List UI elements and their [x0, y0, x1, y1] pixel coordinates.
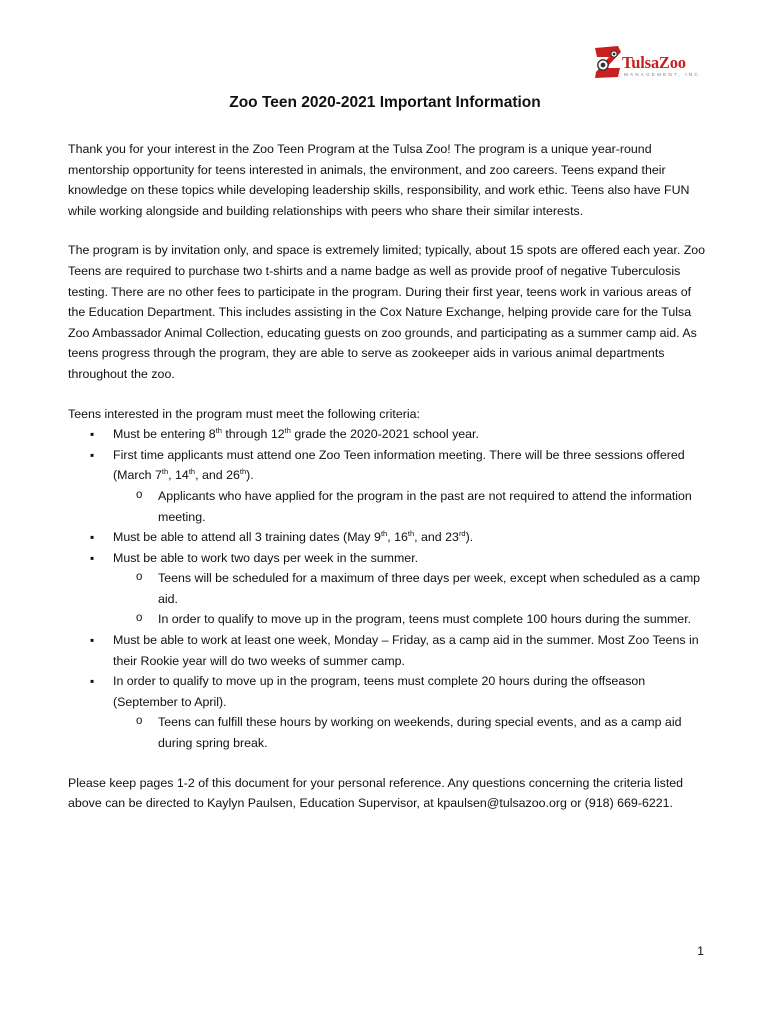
program-paragraph: The program is by invitation only, and space is extremely limited; typically, about 15 spots are offered each year. Zoo Teens are required to purchase two t-shirts and a name badge as well as provide proof of negative Tuberculosis testing. There are no other fees to participate in the program. During their first year, teens work in various areas of the Education Department. This includes assisting in the Cox Nature Exchange, helping provide care for the Tulsa Zoo Ambassador Animal Collection, educating guests on zoo grounds, and participating as a summer camp aid. As teens progress through the program, they are able to serve as zookeeper aids in various animal departments throughout the zoo. — [68, 243, 706, 381]
criteria-item-summer-days: ▪ Must be able to work two days per week in the summer. — [68, 548, 708, 569]
page-number: 1 — [697, 944, 704, 958]
criteria-intro: Teens interested in the program must meet the following criteria: — [68, 406, 420, 421]
tulsa-zoo-logo — [592, 44, 704, 84]
intro-paragraph: Thank you for your interest in the Zoo Teen Program at the Tulsa Zoo! The program is a unique year-round mentorship opportunity for teens interested in animals, the environment, and zoo careers. Teens expand their knowledge on these topics while developing leadership skills, responsibility, and work ethic. Teens also have FUN while working alongside and building relationships with peers who share their similar interests. — [68, 142, 690, 218]
criteria-subitem-returning-applicants: o Applicants who have applied for the program in the past are not required to attend the information meeting. — [68, 486, 708, 527]
document-body — [68, 139, 708, 814]
zoo-emblem-icon — [592, 44, 624, 80]
criteria-subitem-max-days: o Teens will be scheduled for a maximum of three days per week, except when scheduled as a camp aid. — [68, 568, 708, 609]
criteria-list — [68, 424, 708, 754]
criteria-item-offseason-hours: ▪ In order to qualify to move up in the program, teens must complete 20 hours during the offseason (September to April). — [68, 671, 708, 712]
page-title: Zoo Teen 2020-2021 Important Information — [229, 94, 541, 111]
logo-subtitle: MANAGEMENT, INC. — [624, 72, 704, 77]
logo-wordmark: TulsaZoo — [622, 53, 686, 72]
closing-paragraph: Please keep pages 1-2 of this document for your personal reference. Any questions concerning the criteria listed above can be directed to Kaylyn Paulsen, Education Supervisor, at kpaulsen@tulsazoo.org or (918) 669-6221. — [68, 775, 684, 811]
criteria-item-grade: ▪ Must be entering 8th through 12th grade the 2020-2021 school year. — [68, 424, 708, 445]
criteria-item-training-dates: ▪ Must be able to attend all 3 training dates (May 9th, 16th, and 23rd). — [68, 527, 708, 548]
criteria-subitem-fulfill-hours: o Teens can fulfill these hours by working on weekends, during special events, and as a camp aid during spring break. — [68, 712, 708, 753]
criteria-item-info-meeting: ▪ First time applicants must attend one Zoo Teen information meeting. There will be three sessions offered (March 7th, 14th, and 26th). — [68, 445, 708, 486]
criteria-item-camp-aid: ▪ Must be able to work at least one week, Monday – Friday, as a camp aid in the summer. Most Zoo Teens in their Rookie year will do two weeks of summer camp. — [68, 630, 708, 671]
criteria-subitem-summer-hours: o In order to qualify to move up in the program, teens must complete 100 hours during the summer. — [68, 609, 708, 630]
